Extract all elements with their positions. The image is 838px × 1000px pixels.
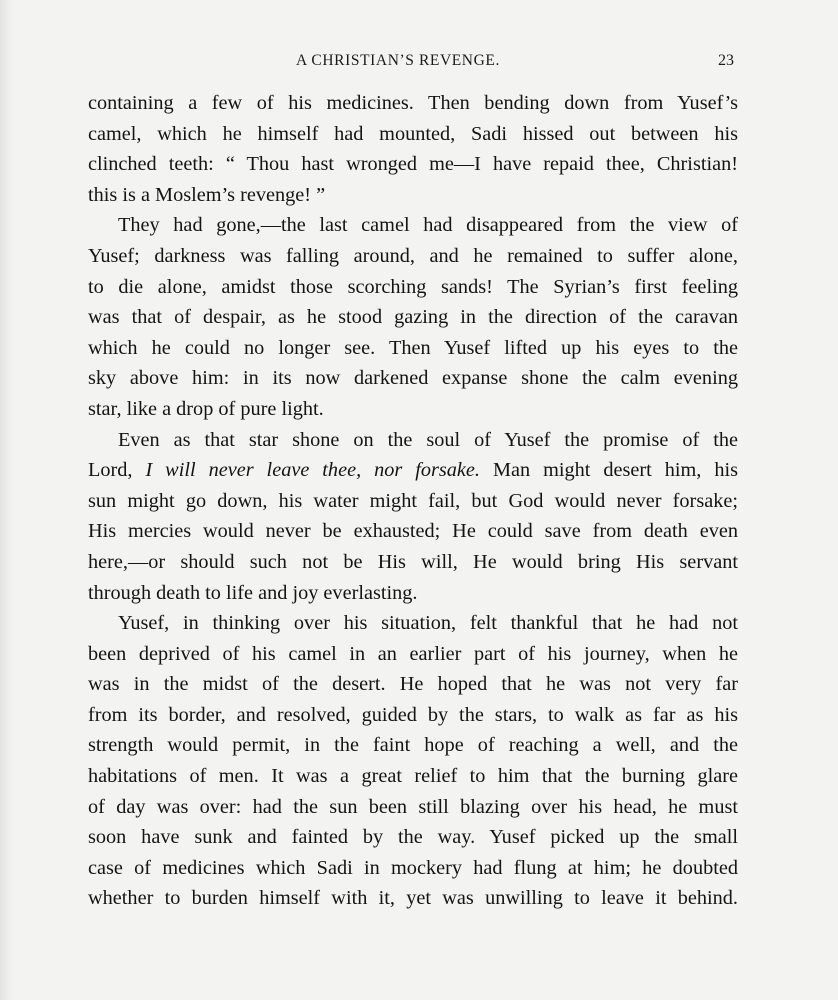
running-title: A CHRISTIAN’S REVENGE.: [296, 52, 500, 69]
text-line: to die alone, amidst those scorching sands! The Syrian’s first feeling: [88, 275, 738, 298]
page-binding-shadow: [0, 0, 14, 1000]
text-line: was that of despair, as he stood gazing in the direction of the caravan: [88, 306, 738, 329]
text-line: camel, which he himself had mounted, Sadi hissed out between his: [88, 122, 738, 145]
text-line: soon have sunk and fainted by the way. Yusef picked up the small: [88, 826, 738, 849]
text-line: habitations of men. It was a great relief to him that the burning glare: [88, 765, 738, 788]
text-line: from its border, and resolved, guided by the stars, to walk as far as his: [88, 703, 738, 726]
text-line: of day was over: had the sun been still blazing over his head, he must: [88, 795, 738, 818]
paragraph-3: [88, 425, 738, 609]
paragraph-1: [88, 88, 738, 210]
text-line: containing a few of his medicines. Then bending down from Yusef’s: [88, 92, 738, 114]
text-line: been deprived of his camel in an earlier part of his journey, when he: [88, 642, 738, 665]
running-header: [0, 52, 838, 76]
text-line: Even as that star shone on the soul of Yusef the promise of the: [118, 428, 738, 451]
text-line: Yusef, in thinking over his situation, felt thankful that he had not: [118, 612, 738, 635]
text-line: through death to life and joy everlasting.: [88, 581, 418, 604]
text-line: was in the midst of the desert. He hoped that he was not very far: [88, 673, 738, 696]
text-line: case of medicines which Sadi in mockery had flung at him; he doubted: [88, 856, 738, 879]
text-line: sky above him: in its now darkened expanse shone the calm evening: [88, 367, 738, 390]
text-line: star, like a drop of pure light.: [88, 397, 324, 420]
text-line: Yusef; darkness was falling around, and he remained to suffer alone,: [88, 244, 738, 267]
page-number: 23: [718, 52, 734, 69]
text-line: here,—or should such not be His will, He would bring His servant: [88, 550, 738, 573]
paragraph-2: [88, 210, 738, 424]
text-line: His mercies would never be exhausted; He could save from death even: [88, 520, 738, 543]
scripture-quote: I will never leave thee, nor forsake.: [145, 459, 480, 482]
text-line-with-quote: [88, 455, 738, 486]
text-fragment: Lord,: [88, 459, 133, 482]
paragraph-4: [88, 608, 738, 914]
text-fragment: Man might desert him, his: [492, 459, 739, 482]
text-line: which he could no longer see. Then Yusef lifted up his eyes to the: [88, 336, 738, 359]
text-line: this is a Moslem’s revenge! ”: [88, 183, 326, 206]
text-line: sun might go down, his water might fail, but God would never forsake;: [88, 489, 738, 512]
text-line: whether to burden himself with it, yet was unwilling to leave it behind.: [88, 887, 738, 910]
text-line: clinched teeth: “ Thou hast wronged me—I have repaid thee, Christian!: [88, 153, 738, 176]
text-line: strength would permit, in the faint hope of reaching a well, and the: [88, 734, 738, 757]
text-line: They had gone,—the last camel had disappeared from the view of: [118, 214, 738, 237]
body-text: [88, 88, 738, 914]
